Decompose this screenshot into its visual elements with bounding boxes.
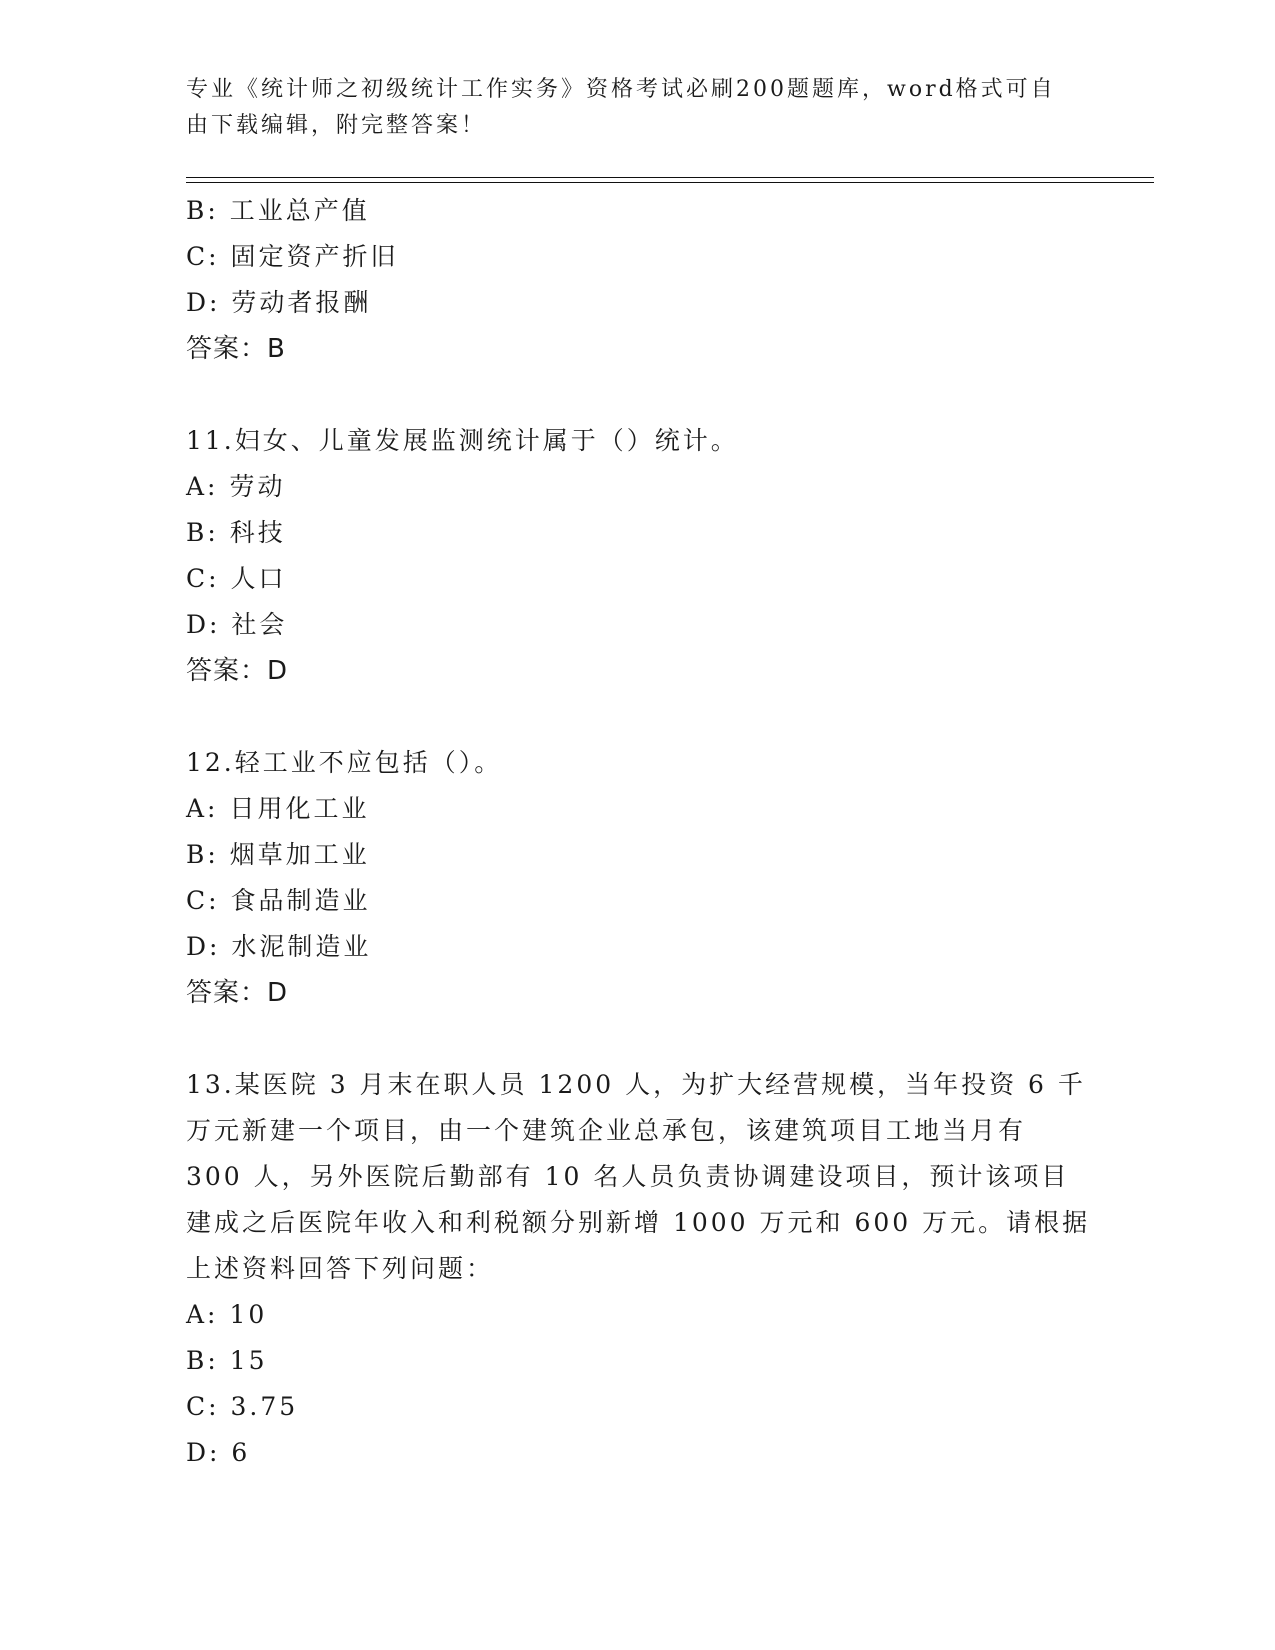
option-b xyxy=(186,510,1086,556)
question-stem-line: 300 人，另外医院后勤部有 10 名人员负责协调建设项目，预计该项目 xyxy=(186,1162,1070,1191)
option-text: 3.75 xyxy=(230,1392,299,1421)
header-rule-bottom xyxy=(186,182,1154,183)
answer: 答案：B xyxy=(186,334,286,364)
option-b xyxy=(186,188,1086,234)
spacer xyxy=(186,372,1086,418)
option-text: 6 xyxy=(231,1438,251,1467)
answer: 答案：D xyxy=(186,656,289,686)
option-label: A: xyxy=(186,794,219,823)
option-label: B: xyxy=(186,1346,219,1375)
option-label: B: xyxy=(186,840,219,869)
option-text: 劳动者报酬 xyxy=(231,288,372,317)
option-c xyxy=(186,1384,1086,1430)
question-stem: 12.轻工业不应包括（）。 xyxy=(186,748,503,777)
spacer xyxy=(186,1016,1086,1062)
option-c xyxy=(186,234,1086,280)
question-stem-line: 万元新建一个项目，由一个建筑企业总承包，该建筑项目工地当月有 xyxy=(186,1116,1027,1145)
option-text: 社会 xyxy=(231,610,288,639)
option-d xyxy=(186,924,1086,970)
option-a xyxy=(186,786,1086,832)
option-text: 15 xyxy=(229,1346,268,1375)
question-stem-line: 13.某医院 3 月末在职人员 1200 人，为扩大经营规模，当年投资 6 千 xyxy=(186,1070,1086,1099)
document-header: 专业《统计师之初级统计工作实务》资格考试必刷200题题库，word格式可自由下载编辑，附完整答案！ xyxy=(186,77,1056,138)
option-label: D: xyxy=(186,610,221,639)
option-label: D: xyxy=(186,932,221,961)
option-label: A: xyxy=(186,472,219,501)
question-stem: 11.妇女、儿童发展监测统计属于（）统计。 xyxy=(186,426,739,455)
option-label: D: xyxy=(186,288,221,317)
option-text: 10 xyxy=(229,1300,268,1329)
option-b xyxy=(186,832,1086,878)
option-a xyxy=(186,464,1086,510)
option-text: 科技 xyxy=(229,518,286,547)
option-text: 人口 xyxy=(230,564,287,593)
answer: 答案：D xyxy=(186,978,289,1008)
option-text: 工业总产值 xyxy=(229,196,370,225)
option-c xyxy=(186,878,1086,924)
option-label: B: xyxy=(186,196,219,225)
header-rule-top xyxy=(186,177,1154,178)
spacer xyxy=(186,694,1086,740)
option-label: C: xyxy=(186,242,220,271)
option-label: C: xyxy=(186,1392,220,1421)
question-13 xyxy=(186,1062,1091,1476)
option-b xyxy=(186,1338,1086,1384)
option-label: C: xyxy=(186,886,220,915)
question-12 xyxy=(186,740,1086,1016)
option-d xyxy=(186,602,1086,648)
option-label: B: xyxy=(186,518,219,547)
option-text: 水泥制造业 xyxy=(231,932,372,961)
option-text: 劳动 xyxy=(229,472,286,501)
question-stem-line: 建成之后医院年收入和利税额分别新增 1000 万元和 600 万元。请根据 xyxy=(186,1208,1091,1237)
option-label: D: xyxy=(186,1438,221,1467)
document-body xyxy=(186,188,1091,1476)
option-d xyxy=(186,1430,1086,1476)
option-d xyxy=(186,280,1086,326)
option-c xyxy=(186,556,1086,602)
question-11 xyxy=(186,418,1086,694)
option-text: 日用化工业 xyxy=(229,794,370,823)
option-a xyxy=(186,1292,1086,1338)
option-text: 烟草加工业 xyxy=(229,840,370,869)
option-label: C: xyxy=(186,564,220,593)
question-10-continuation xyxy=(186,188,1086,372)
option-text: 固定资产折旧 xyxy=(230,242,399,271)
option-label: A: xyxy=(186,1300,219,1329)
question-stem-line: 上述资料回答下列问题： xyxy=(186,1254,495,1283)
option-text: 食品制造业 xyxy=(230,886,371,915)
